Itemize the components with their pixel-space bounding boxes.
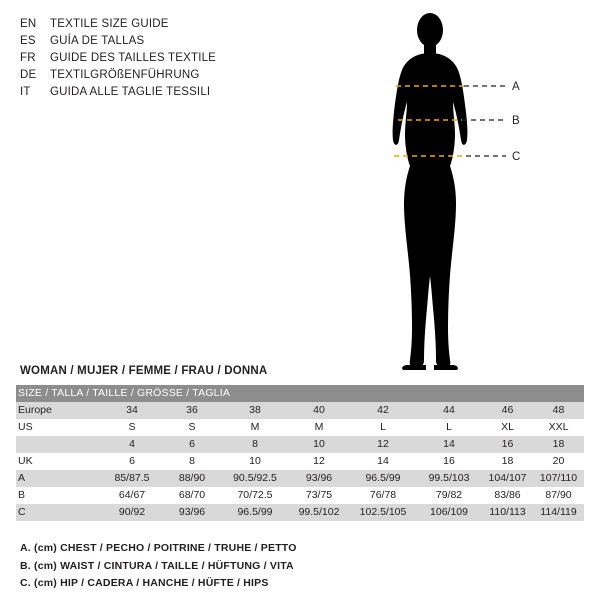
cell: 12 <box>350 436 416 453</box>
language-row <box>20 33 350 50</box>
cell: 96.5/99 <box>350 470 416 487</box>
cell: 104/107 <box>482 470 533 487</box>
cell: 68/70 <box>162 487 222 504</box>
language-code: FR <box>20 52 36 64</box>
cell: S <box>162 419 222 436</box>
cell: 12 <box>288 453 350 470</box>
cell: 10 <box>288 436 350 453</box>
cell: 102.5/105 <box>350 504 416 521</box>
row-label: A <box>16 470 102 487</box>
language-code: ES <box>20 35 36 47</box>
cell: 90/92 <box>102 504 162 521</box>
row-label <box>16 436 102 453</box>
cell: 38 <box>222 402 288 419</box>
cell: 99.5/103 <box>416 470 482 487</box>
row-label: B <box>16 487 102 504</box>
cell: 8 <box>162 453 222 470</box>
language-row <box>20 50 350 67</box>
cell: 40 <box>288 402 350 419</box>
table-row <box>16 487 584 504</box>
cell: XL <box>482 419 533 436</box>
cell: XXL <box>533 419 584 436</box>
cell: L <box>350 419 416 436</box>
cell: 6 <box>162 436 222 453</box>
cell: 96.5/99 <box>222 504 288 521</box>
cell: 110/113 <box>482 504 533 521</box>
table-header-label: SIZE / TALLA / TAILLE / GRÖSSE / TAGLIA <box>16 385 584 402</box>
table-header-row <box>16 385 584 402</box>
cell: 79/82 <box>416 487 482 504</box>
cell: 36 <box>162 402 222 419</box>
language-code: IT <box>20 86 31 98</box>
cell: 8 <box>222 436 288 453</box>
cell: 48 <box>533 402 584 419</box>
language-title-block <box>20 16 350 101</box>
table-row <box>16 470 584 487</box>
cell: 99.5/102 <box>288 504 350 521</box>
cell: 85/87.5 <box>102 470 162 487</box>
section-heading: WOMAN / MUJER / FEMME / FRAU / DONNA <box>20 365 268 377</box>
marker-c-label: C <box>512 151 521 163</box>
cell: 73/75 <box>288 487 350 504</box>
cell: 4 <box>102 436 162 453</box>
cell: M <box>222 419 288 436</box>
cell: 16 <box>482 436 533 453</box>
cell: 106/109 <box>416 504 482 521</box>
cell: 93/96 <box>288 470 350 487</box>
cell: 6 <box>102 453 162 470</box>
marker-a-label: A <box>512 81 520 93</box>
language-title: TEXTILE SIZE GUIDE <box>50 18 169 30</box>
cell: 70/72.5 <box>222 487 288 504</box>
cell: 18 <box>533 436 584 453</box>
cell: 18 <box>482 453 533 470</box>
cell: 16 <box>416 453 482 470</box>
cell: 20 <box>533 453 584 470</box>
cell: 90.5/92.5 <box>222 470 288 487</box>
cell: 10 <box>222 453 288 470</box>
language-row <box>20 16 350 33</box>
cell: 14 <box>350 453 416 470</box>
woman-silhouette-icon <box>393 13 468 370</box>
cell: 42 <box>350 402 416 419</box>
cell: L <box>416 419 482 436</box>
table-row <box>16 504 584 521</box>
cell: 83/86 <box>482 487 533 504</box>
cell: 64/67 <box>102 487 162 504</box>
cell: S <box>102 419 162 436</box>
language-title: TEXTILGRÖßENFÜHRUNG <box>50 69 200 81</box>
language-title: GUIDE DES TAILLES TEXTILE <box>50 52 217 64</box>
cell: 93/96 <box>162 504 222 521</box>
cell: 87/90 <box>533 487 584 504</box>
cell: 34 <box>102 402 162 419</box>
language-title: GUIDA ALLE TAGLIE TESSILI <box>50 86 211 98</box>
table-row <box>16 453 584 470</box>
cell: 107/110 <box>533 470 584 487</box>
language-title: GUÍA DE TALLAS <box>50 35 145 47</box>
note-hip: C. (cm) HIP / CADERA / HANCHE / HÜFTE / HIPS <box>20 577 269 589</box>
row-label: US <box>16 419 102 436</box>
note-chest: A. (cm) CHEST / PECHO / POITRINE / TRUHE / PETTO <box>20 542 297 554</box>
size-table-wrapper <box>16 385 584 521</box>
size-table <box>16 385 584 521</box>
table-row <box>16 419 584 436</box>
female-body-figure <box>360 8 590 378</box>
cell: 76/78 <box>350 487 416 504</box>
language-code: DE <box>20 69 37 81</box>
row-label: C <box>16 504 102 521</box>
language-row <box>20 84 350 101</box>
table-row <box>16 436 584 453</box>
table-row <box>16 402 584 419</box>
note-waist: B. (cm) WAIST / CINTURA / TAILLE / HÜFTUNG / VITA <box>20 559 294 572</box>
row-label: UK <box>16 453 102 470</box>
cell: 88/90 <box>162 470 222 487</box>
row-label: Europe <box>16 402 102 419</box>
cell: 114/119 <box>533 504 584 521</box>
language-row <box>20 67 350 84</box>
marker-b-label: B <box>512 115 520 127</box>
measurement-notes <box>20 540 580 593</box>
cell: 14 <box>416 436 482 453</box>
cell: 46 <box>482 402 533 419</box>
cell: 44 <box>416 402 482 419</box>
cell: M <box>288 419 350 436</box>
language-code: EN <box>20 18 37 30</box>
